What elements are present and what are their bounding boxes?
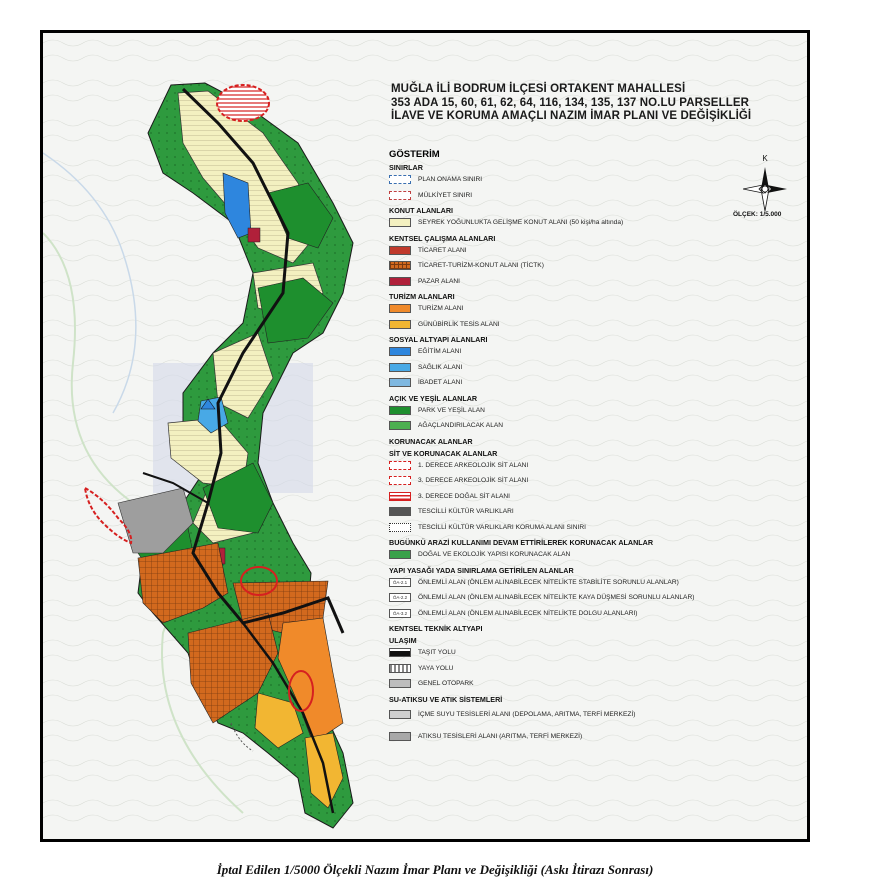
legend-swatch	[389, 320, 411, 329]
legend-item	[389, 258, 801, 274]
legend-item	[389, 606, 801, 622]
legend-item-label: TESCİLLİ KÜLTÜR VARLIKLARI	[418, 508, 514, 516]
legend-swatch	[389, 218, 411, 227]
legend-swatch	[389, 246, 411, 255]
legend-category: KONUT ALANLARI	[389, 206, 454, 215]
legend-title: GÖSTERİM	[389, 149, 440, 160]
legend-swatch	[389, 664, 411, 673]
natural-site-area	[217, 85, 269, 121]
legend-swatch	[389, 461, 411, 470]
legend-item-label: GENEL OTOPARK	[418, 680, 474, 688]
title-line-1: MUĞLA İLİ BODRUM İLÇESİ ORTAKENT MAHALLESİ	[391, 83, 686, 95]
legend-swatch: ÖA-2.2	[389, 593, 411, 602]
legend-swatch	[389, 347, 411, 356]
legend-item-label: GÜNÜBİRLİK TESİS ALANI	[418, 320, 500, 328]
legend-item-label: EĞİTİM ALANI	[418, 348, 462, 356]
legend-item-label: TİCARET ALANI	[418, 246, 467, 254]
legend-item-label: SAĞLIK ALANI	[418, 363, 463, 371]
legend-item	[389, 301, 801, 317]
legend-swatch	[389, 523, 411, 532]
legend-item	[389, 172, 801, 188]
legend-category: ULAŞIM	[389, 636, 417, 645]
legend-swatch	[389, 492, 411, 501]
figure-caption: İptal Edilen 1/5000 Ölçekli Nazım İmar Planı ve Değişikliği (Askı İtirazı Sonrası)	[216, 862, 654, 877]
legend-item-label: TURİZM ALANI	[418, 305, 464, 313]
legend-item	[389, 375, 801, 391]
legend-item-label: 3. DERECE ARKEOLOJİK SİT ALANI	[418, 477, 529, 485]
legend	[389, 149, 801, 748]
legend-item-label: AĞAÇLANDIRILACAK ALAN	[418, 422, 504, 430]
legend-item	[389, 547, 801, 563]
legend-swatch	[389, 175, 411, 184]
legend-item-label: YAYA YOLU	[418, 664, 454, 672]
legend-item	[389, 188, 801, 204]
legend-item	[389, 520, 801, 536]
map-frame	[40, 30, 810, 842]
legend-swatch	[389, 710, 411, 719]
legend-item	[389, 726, 801, 748]
legend-swatch	[389, 421, 411, 430]
legend-category: SİT VE KORUNACAK ALANLAR	[389, 448, 498, 458]
legend-item-label: PAZAR ALANI	[418, 277, 461, 285]
legend-item	[389, 458, 801, 474]
legend-category: KENTSEL TEKNİK ALTYAPI	[389, 624, 483, 633]
legend-item	[389, 360, 801, 376]
legend-item-label: TESCİLLİ KÜLTÜR VARLIKLARI KORUMA ALANI SINIRI	[418, 523, 586, 531]
legend-swatch	[389, 378, 411, 387]
legend-swatch: ÖA-3.2	[389, 609, 411, 618]
title-line-3: İLAVE VE KORUMA AMAÇLI NAZIM İMAR PLANI VE DEĞİŞİKLİĞİ	[391, 110, 752, 122]
legend-swatch	[389, 648, 411, 657]
scale-label: ÖLÇEK: 1/5.000	[733, 211, 782, 218]
legend-swatch	[389, 476, 411, 485]
legend-item-label: PARK VE YEŞİL ALAN	[418, 406, 485, 414]
legend-category: TURİZM ALANLARI	[389, 292, 455, 301]
legend-item	[389, 704, 801, 726]
legend-item-label: TAŞIT YOLU	[418, 649, 456, 657]
legend-item	[389, 344, 801, 360]
legend-category: SINIRLAR	[389, 163, 423, 172]
market-area	[248, 228, 260, 242]
legend-swatch	[389, 406, 411, 415]
legend-item-label: ÖNLEMLİ ALAN (ÖNLEM ALINABİLECEK NİTELİKTE KAYA DÜŞMESİ SORUNLU ALANLAR)	[418, 594, 695, 602]
legend-item-label: ATIKSU TESİSLERİ ALANI (ARITMA, TERFİ MERKEZİ)	[418, 732, 583, 740]
legend-item-label: 1. DERECE ARKEOLOJİK SİT ALANI	[418, 461, 529, 469]
legend-swatch	[389, 363, 411, 372]
legend-item-label: DOĞAL VE EKOLOJİK YAPISI KORUNACAK ALAN	[418, 551, 571, 559]
legend-item-label: ÖNLEMLİ ALAN (ÖNLEM ALINABİLECEK NİTELİKTE STABİLİTE SORUNLU ALANLAR)	[418, 578, 679, 586]
legend-item-label: İBADET ALANI	[418, 379, 463, 387]
legend-category: KENTSEL ÇALIŞMA ALANLARI	[389, 233, 496, 243]
legend-item	[389, 243, 801, 259]
legend-item-label: MÜLKİYET SINIRI	[418, 191, 473, 199]
legend-item-label: TİCARET-TURİZM-KONUT ALANI (TİCTK)	[418, 262, 544, 270]
legend-item	[389, 645, 801, 661]
legend-category: KORUNACAK ALANLAR	[389, 436, 473, 446]
legend-swatch	[389, 191, 411, 200]
legend-swatch	[389, 507, 411, 516]
legend-item-label: İÇME SUYU TESİSLERİ ALANI (DEPOLAMA, ARITMA, TERFİ MERKEZİ)	[418, 710, 636, 718]
title-line-2: 353 ADA 15, 60, 61, 62, 64, 116, 134, 135, 137 NO.LU PARSELLER	[391, 96, 749, 109]
legend-swatch: ÖA-2.1	[389, 578, 411, 587]
map-title	[391, 83, 751, 124]
legend-item-label: 3. DERECE DOĞAL SİT ALANI	[418, 492, 510, 500]
legend-item	[389, 215, 801, 231]
legend-item	[389, 489, 801, 505]
legend-item-label: PLAN ONAMA SINIRI	[418, 176, 483, 184]
legend-item	[389, 403, 801, 419]
legend-item	[389, 274, 801, 290]
legend-swatch	[389, 679, 411, 688]
legend-item	[389, 317, 801, 333]
legend-category: SU-ATIKSU VE ATIK SİSTEMLERİ	[389, 694, 503, 704]
legend-item	[389, 473, 801, 489]
north-label: K	[762, 154, 768, 163]
legend-item	[389, 504, 801, 520]
legend-swatch	[389, 732, 411, 741]
legend-item	[389, 575, 801, 591]
legend-item-label: ÖNLEMLİ ALAN (ÖNLEM ALINABİLECEK NİTELİKTE DOLGU ALANLARI)	[418, 609, 638, 617]
legend-item	[389, 661, 801, 677]
legend-category: AÇIK VE YEŞİL ALANLAR	[389, 393, 478, 403]
legend-swatch	[389, 261, 411, 270]
legend-swatch	[389, 550, 411, 559]
legend-item	[389, 590, 801, 606]
legend-category: BUGÜNKÜ ARAZİ KULLANIMI DEVAM ETTİRİLEREK KORUNACAK ALANLAR	[389, 538, 654, 547]
legend-swatch	[389, 277, 411, 286]
legend-category: SOSYAL ALTYAPI ALANLARI	[389, 335, 488, 344]
legend-item-label: SEYREK YOĞUNLUKTA GELİŞME KONUT ALANI (50 kişi/ha altında)	[418, 219, 624, 227]
legend-item	[389, 676, 801, 692]
legend-swatch	[389, 304, 411, 313]
legend-item	[389, 418, 801, 434]
legend-category: YAPI YASAĞI YADA SINIRLAMA GETİRİLEN ALANLAR	[389, 565, 574, 575]
